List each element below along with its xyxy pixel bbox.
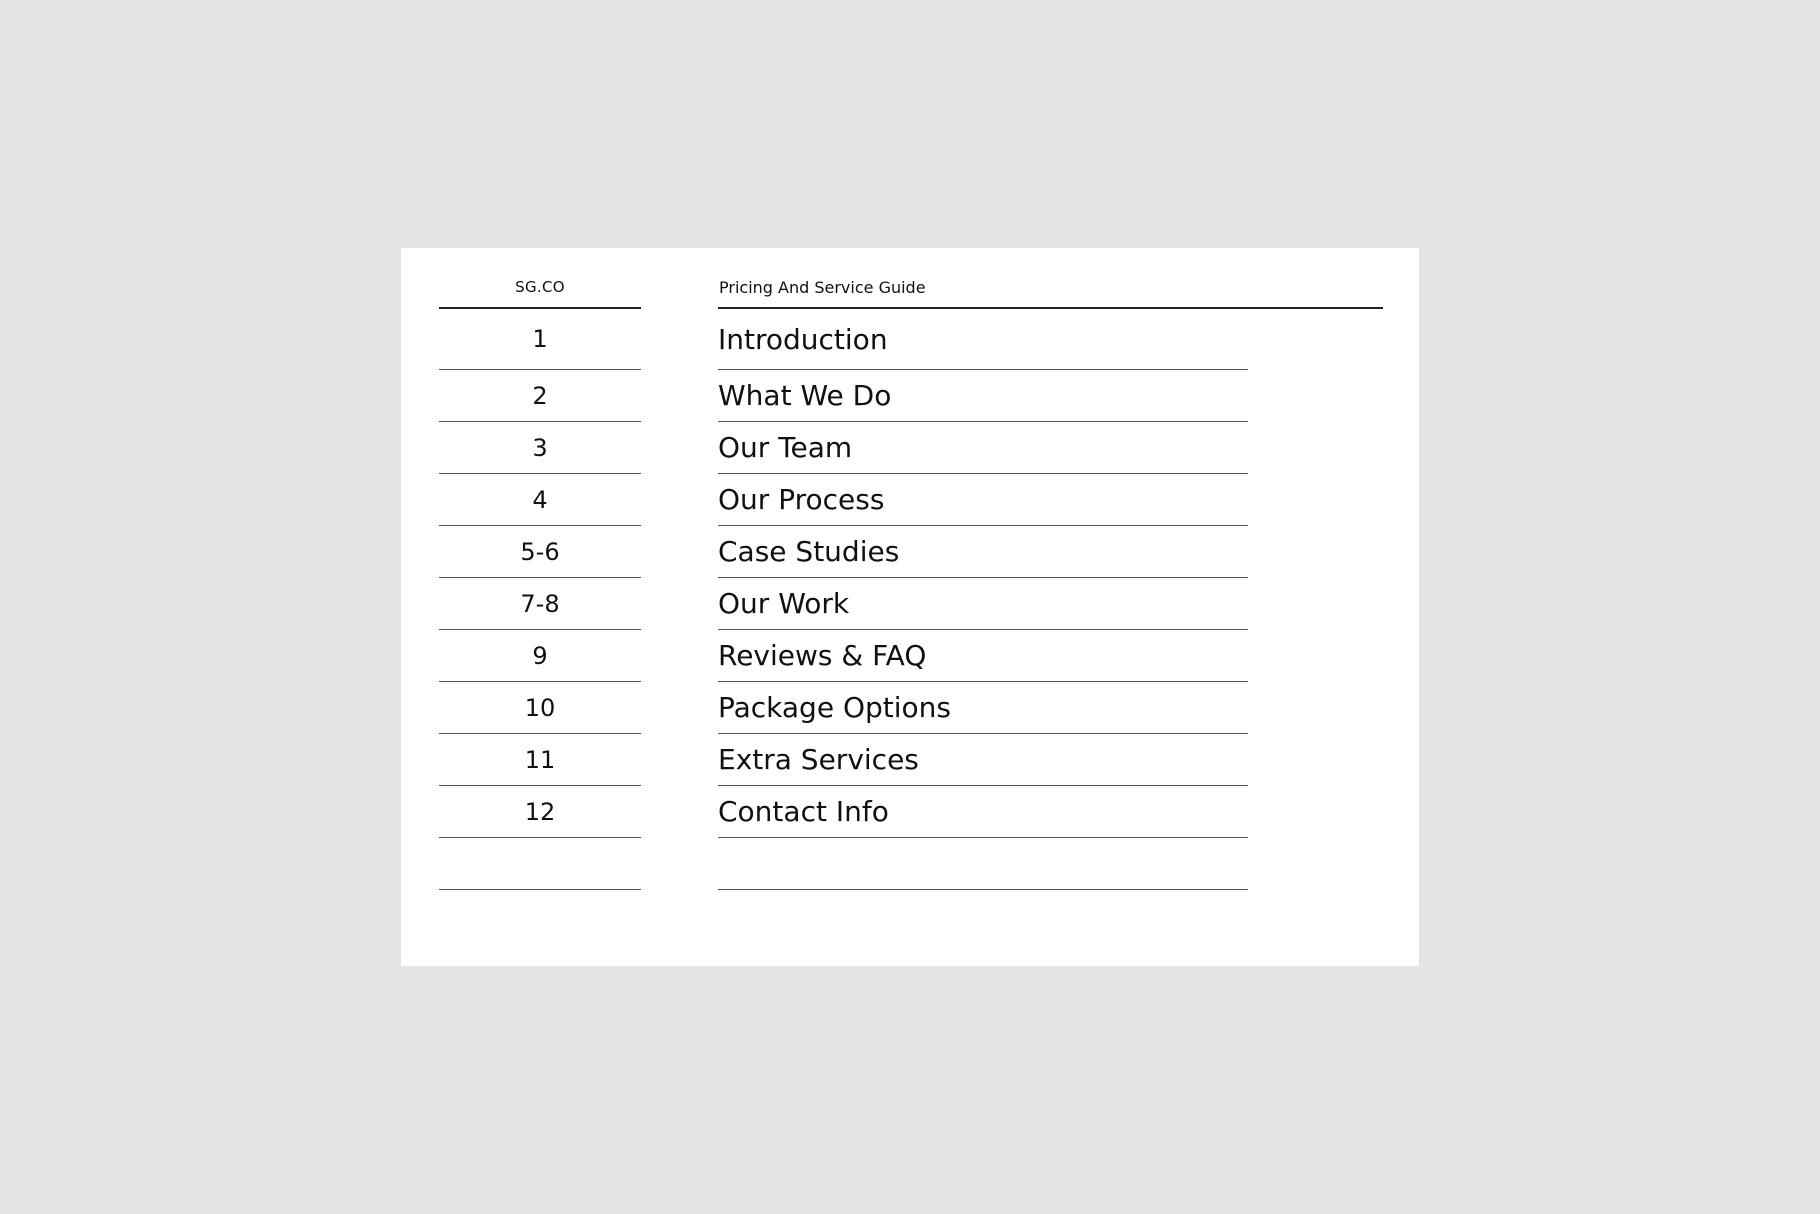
toc-section-title: What We Do [718, 370, 1248, 422]
table-of-contents-card [401, 248, 1419, 966]
toc-page-number: 7-8 [439, 578, 641, 630]
toc-section-title: Extra Services [718, 734, 1248, 786]
toc-row [401, 630, 1419, 682]
toc-page-number: 1 [439, 309, 641, 370]
toc-row [401, 309, 1419, 370]
toc-page-number: 4 [439, 474, 641, 526]
toc-row [401, 422, 1419, 474]
toc-row-empty [401, 838, 1419, 890]
toc-section-title: Our Process [718, 474, 1248, 526]
toc-page-number: 9 [439, 630, 641, 682]
toc-section-title: Our Work [718, 578, 1248, 630]
toc-row [401, 682, 1419, 734]
toc-section-title: Package Options [718, 682, 1248, 734]
toc-row [401, 786, 1419, 838]
toc-row [401, 526, 1419, 578]
toc-page-number: 3 [439, 422, 641, 474]
toc-page-number: 2 [439, 370, 641, 422]
toc-section-title [718, 838, 1248, 890]
toc-page-number: 5-6 [439, 526, 641, 578]
toc-section-title: Contact Info [718, 786, 1248, 838]
toc-page-number [439, 838, 641, 890]
toc-row [401, 578, 1419, 630]
toc-row [401, 474, 1419, 526]
toc-section-title: Case Studies [718, 526, 1248, 578]
toc-section-title: Reviews & FAQ [718, 630, 1248, 682]
toc-section-title: Introduction [718, 309, 1248, 370]
toc-section-title: Our Team [718, 422, 1248, 474]
brand-name: SG.CO [515, 278, 565, 296]
toc-page-number: 11 [439, 734, 641, 786]
toc-page-number: 12 [439, 786, 641, 838]
guide-title: Pricing And Service Guide [719, 278, 926, 297]
toc-row [401, 370, 1419, 422]
toc-row [401, 734, 1419, 786]
toc-list [401, 309, 1419, 890]
toc-page-number: 10 [439, 682, 641, 734]
